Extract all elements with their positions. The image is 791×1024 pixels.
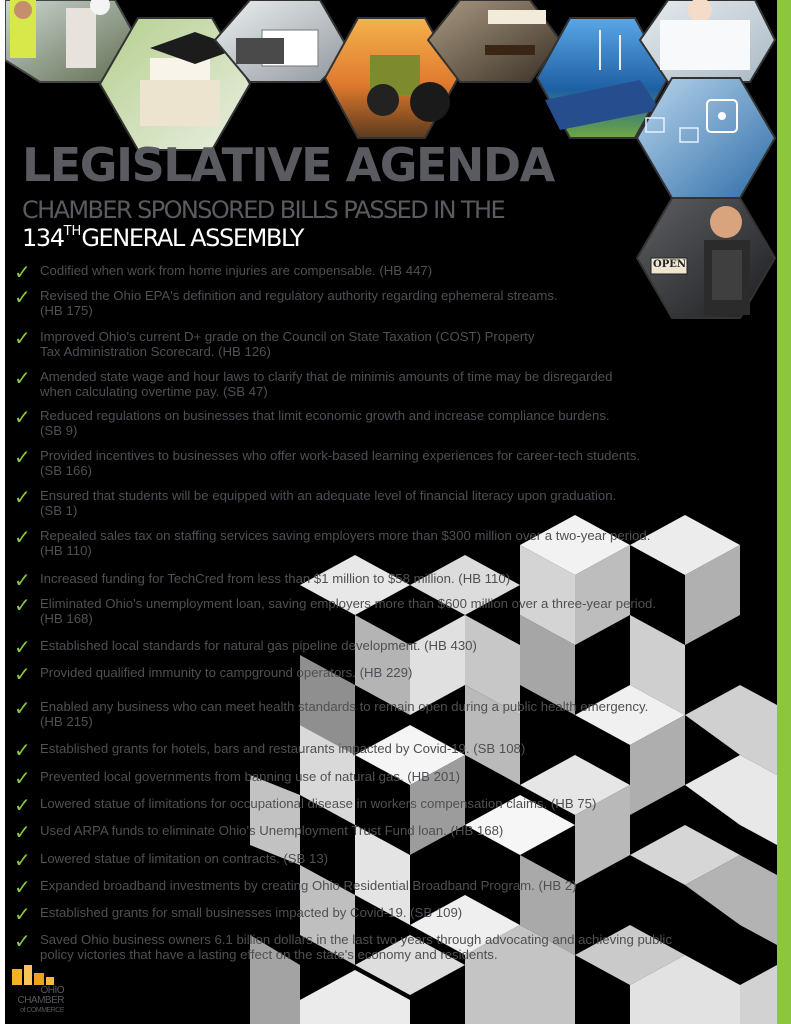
item-text: Provided incentives to businesses who offer work-based learning experiences for career-tech students. (SB 166) xyxy=(40,448,641,478)
checkmark-icon: ✓ xyxy=(14,485,31,509)
item-text: Amended state wage and hour laws to clarify that de minimis amounts of time may be disregarded when calculating overtime pay. (SB 47) xyxy=(40,369,613,399)
checkmark-icon: ✓ xyxy=(14,820,31,844)
item-text: Lowered statue of limitations for occupational disease in workers compensation claims. (HB 75) xyxy=(40,796,597,811)
checkmark-icon: ✓ xyxy=(14,405,31,429)
checkmark-icon: ✓ xyxy=(14,525,31,549)
item-text: Established local standards for natural gas pipeline development. (HB 430) xyxy=(40,638,477,653)
checkmark-icon: ✓ xyxy=(14,260,31,284)
page-title: LEGISLATIVE AGENDA xyxy=(22,138,554,192)
checkmark-icon: ✓ xyxy=(14,929,31,953)
checkmark-icon: ✓ xyxy=(14,766,31,790)
item-text: Expanded broadband investments by creating Ohio Residential Broadband Program. (HB 2) xyxy=(40,878,577,893)
item-text: Established grants for hotels, bars and restaurants impacted by Covid-19. (SB 108) xyxy=(40,741,526,756)
checkmark-icon: ✓ xyxy=(14,848,31,872)
page-subtitle: CHAMBER SPONSORED BILLS PASSED IN THE xyxy=(22,196,505,224)
left-edge-strip xyxy=(0,0,5,1024)
item-text: Reduced regulations on businesses that limit economic growth and increase compliance burdens. (SB 9) xyxy=(40,408,610,438)
checkmark-icon: ✓ xyxy=(14,285,31,309)
checkmark-icon: ✓ xyxy=(14,366,31,390)
item-text: Revised the Ohio EPA's definition and regulatory authority regarding ephemeral streams. (HB 175) xyxy=(40,288,558,318)
item-text: Ensured that students will be equipped with an adequate level of financial literacy upon graduation. (SB 1) xyxy=(40,488,617,518)
logo-line-3: of COMMERCE xyxy=(20,1007,64,1014)
item-text: Used ARPA funds to eliminate Ohio's Unemployment Trust Fund loan. (HB 168) xyxy=(40,823,504,838)
item-text: Prevented local governments from banning use of natural gas. (HB 201) xyxy=(40,769,461,784)
logo-line-1: OHIO xyxy=(40,985,64,996)
checkmark-icon: ✓ xyxy=(14,738,31,762)
item-text: Improved Ohio's current D+ grade on the Council on State Taxation (COST) Property Tax Administration Scorecard. (HB 126) xyxy=(40,329,535,359)
item-text: Lowered statue of limitation on contracts. (SB 13) xyxy=(40,851,329,866)
checkmark-icon: ✓ xyxy=(14,902,31,926)
item-text: Increased funding for TechCred from less than $1 million to $58 million. (HB 110) xyxy=(40,571,511,586)
checkmark-icon: ✓ xyxy=(14,696,31,720)
checkmark-icon: ✓ xyxy=(14,326,31,350)
logo-wordmark xyxy=(12,986,64,1016)
assembly-suffix: TH xyxy=(63,224,82,239)
checkmark-icon: ✓ xyxy=(14,793,31,817)
green-accent-bar xyxy=(777,0,791,1024)
logo-line-2: CHAMBER xyxy=(17,995,64,1006)
checkmark-icon: ✓ xyxy=(14,593,31,617)
item-text: Eliminated Ohio's unemployment loan, saving employers more than $600 million over a three-year period. (HB 168) xyxy=(40,596,657,626)
item-text: Provided qualified immunity to campground operators. (HB 229) xyxy=(40,665,413,680)
checkmark-icon: ✓ xyxy=(14,875,31,899)
item-text: Established grants for small businesses impacted by Covid-19. (SB 109) xyxy=(40,905,463,920)
checkmark-icon: ✓ xyxy=(14,445,31,469)
item-text: Codified when work from home injuries are compensable. (HB 447) xyxy=(40,263,433,278)
item-text: Repealed sales tax on staffing services saving employers more than $300 million over a two-year period. (HB 110) xyxy=(40,528,651,558)
checkmark-icon: ✓ xyxy=(14,568,31,592)
checkmark-icon: ✓ xyxy=(14,635,31,659)
assembly-number: 134 xyxy=(22,224,64,252)
checkmark-icon: ✓ xyxy=(14,662,31,686)
assembly-heading xyxy=(22,224,303,252)
item-text: Saved Ohio business owners 6.1 billion dollars in the last two years through advocating and achieving public policy victories that have a lasting effect on the state's economy and residents. xyxy=(40,932,672,962)
assembly-rest: GENERAL ASSEMBLY xyxy=(81,224,303,252)
open-sign-text: OPEN xyxy=(653,259,686,270)
item-text: Enabled any business who can meet health standards to remain open during a public health emergency. (HB 215) xyxy=(40,699,649,729)
